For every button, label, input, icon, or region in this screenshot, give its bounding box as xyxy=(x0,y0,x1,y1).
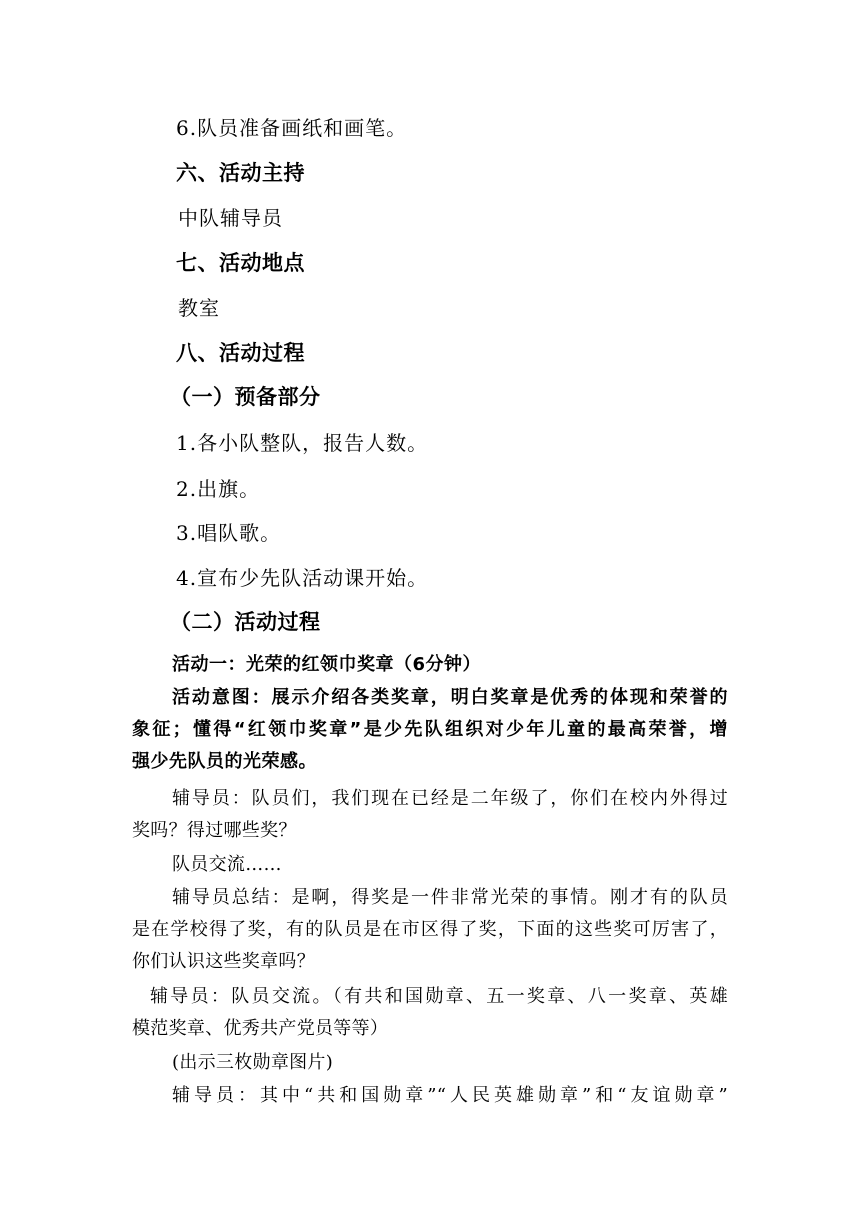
paragraph: 辅导员：其中“共和国勋章”“人民英雄勋章”和“友谊勋章” xyxy=(172,1085,728,1106)
paragraph: 活动意图：展示介绍各类奖章，明白奖章是优秀的体现和荣誉的 xyxy=(172,687,728,708)
paragraph: 辅导员总结：是啊，得奖是一件非常光荣的事情。刚才有的队员 xyxy=(172,887,728,908)
paragraph: 是在学校得了奖，有的队员是在市区得了奖，下面的这些奖可厉害了， xyxy=(132,919,728,940)
paragraph: 队员交流…… xyxy=(172,854,282,875)
list-item: 6.队员准备画纸和画笔。 xyxy=(176,116,408,140)
section-heading: 七、活动地点 xyxy=(176,251,305,275)
list-item: 2.出旗。 xyxy=(176,477,261,501)
list-item: 3.唱队歌。 xyxy=(176,521,282,545)
list-item: 4.宣布少先队活动课开始。 xyxy=(176,566,429,590)
section-heading: 八、活动过程 xyxy=(176,341,305,365)
paragraph: 模范奖章、优秀共产党员等等） xyxy=(132,1018,389,1039)
paragraph: 奖吗？得过哪些奖？ xyxy=(132,820,297,841)
paragraph: (出示三枚勋章图片) xyxy=(172,1052,334,1073)
paragraph: 中队辅导员 xyxy=(178,206,283,230)
paragraph: 强少先队员的光荣感。 xyxy=(132,751,317,772)
paragraph: 辅导员：队员们，我们现在已经是二年级了，你们在校内外得过 xyxy=(172,788,728,809)
activity-title: 活动一：光荣的红领巾奖章（6分钟） xyxy=(172,654,482,675)
list-item: 1.各小队整队，报告人数。 xyxy=(176,431,429,455)
paragraph: 辅导员：队员交流。（有共和国勋章、五一奖章、八一奖章、英雄 xyxy=(150,986,728,1007)
section-heading: 六、活动主持 xyxy=(176,161,305,185)
subsection-heading: （二）活动过程 xyxy=(170,610,321,634)
paragraph: 象征；懂得“红领巾奖章”是少先队组织对少年儿童的最高荣誉，增 xyxy=(132,719,728,740)
subsection-heading: （一）预备部分 xyxy=(170,385,321,409)
paragraph: 你们认识这些奖章吗？ xyxy=(132,951,315,972)
paragraph: 教室 xyxy=(178,296,220,320)
